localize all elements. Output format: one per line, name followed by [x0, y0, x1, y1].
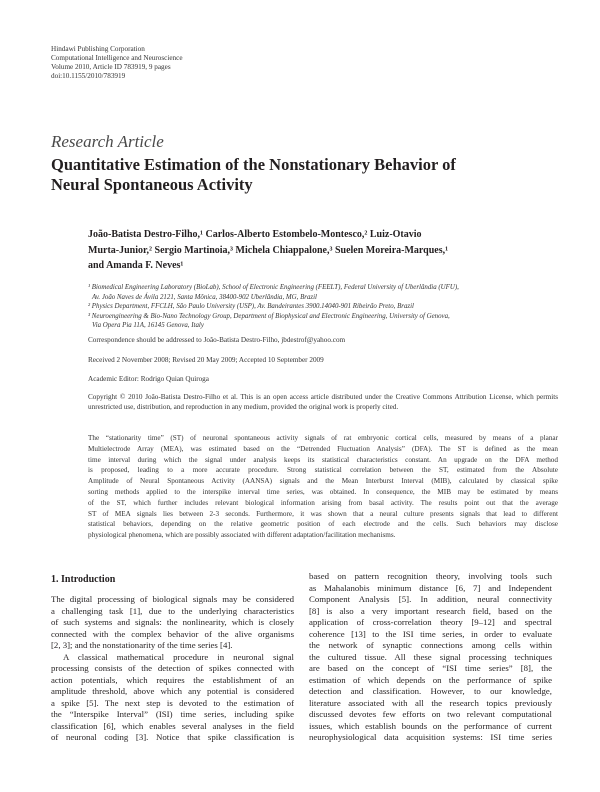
- journal-name: Computational Intelligence and Neuroscience: [51, 54, 183, 62]
- author-line: Murta-Junior,² Sergio Martinoia,³ Michela Chiappalone,³ Suelen Moreira-Marques,¹: [88, 244, 449, 256]
- body-line: action potentials, which requires the establishment of an: [51, 674, 294, 685]
- body-line: Component Analysis [5]. In addition, neural connectivity: [309, 594, 552, 604]
- title-line: Neural Spontaneous Activity: [51, 175, 253, 194]
- body-line: application of cross-correlation theory [9–12] and spectral: [309, 617, 552, 627]
- academic-editor: Academic Editor: Rodrigo Quian Quiroga: [88, 375, 209, 383]
- body-line: connected with the complex behavior of the alive organisms: [51, 628, 294, 639]
- abstract-line: time interval during which the signal under analysis keeps its statistical characteristics constant. An upgrade on the DFA method: [88, 455, 558, 464]
- body-line: the network of synaptic connections among cells within: [309, 640, 552, 650]
- body-line: a challenging task [1], due to the underlying characteristics: [51, 605, 294, 616]
- body-line: are based on the concept of “ISI time series” [8], the: [309, 663, 552, 673]
- abstract-line: is proposed, leading to a more accurate procedure. Strong statistical correlation between the ST, estimated from the Absolute: [88, 466, 558, 475]
- affiliation-line: ¹ Biomedical Engineering Laboratory (BioLab), School of Electronic Engineering (FEELT), Federal University of Uberlândia (UFU),: [88, 284, 459, 291]
- affiliation-line: ³ Neuroengineering & Bio-Nano Technology Group, Department of Biophysical and Electronic Engineering, University of Genova,: [88, 312, 450, 320]
- paper-title: [51, 155, 531, 195]
- received-dates: Received 2 November 2008; Revised 20 May 2009; Accepted 10 September 2009: [88, 356, 324, 364]
- doi[interactable]: doi:10.1155/2010/783919: [51, 72, 126, 80]
- body-line: issues, which establish bounds on the performance of current: [309, 720, 552, 731]
- body-line: [2, 3]; and the nonstationarity of the time series [4].: [51, 640, 233, 650]
- author-line: and Amanda F. Neves¹: [88, 260, 184, 271]
- body-line: as Mahalanobis minimum distance [6, 7] and Independent: [309, 582, 552, 593]
- author-line: João-Batista Destro-Filho,¹ Carlos-Alberto Estombelo-Montesco,² Luiz-Otavio: [88, 229, 422, 240]
- body-line: based on pattern recognition theory, involving tools such: [309, 571, 552, 581]
- body-line: neurophysiological data acquisition systems: ISI time series: [309, 732, 552, 742]
- body-line: detection and classification. However, to our knowledge,: [309, 686, 552, 696]
- body-line: A classical mathematical procedure in neuronal signal: [63, 651, 294, 662]
- volume-info: Volume 2010, Article ID 783919, 9 pages: [51, 63, 171, 71]
- body-line: coherence [13] to the ISI time series, in order to evaluate: [309, 628, 552, 639]
- body-line: [8] is also a very important research field, based on the: [309, 605, 552, 616]
- abstract-line: of the ST, which further includes relevant biological information arising from basal activity. The results point out that the average: [88, 498, 558, 507]
- body-line: of neuronal coding [3]. Notice that spike classification is: [51, 732, 294, 742]
- body-line: a spike [5]. The next step is devoted to the estimation of: [51, 697, 294, 708]
- body-line: the cultured tissue. All these signal processing techniques: [309, 651, 552, 662]
- body-line: the “Interspike Interval” (ISI) time series, including spike: [51, 709, 294, 719]
- title-line: Quantitative Estimation of the Nonstationary Behavior of: [51, 155, 456, 174]
- article-type: Research Article: [51, 132, 164, 151]
- abstract-line: statistical behaviors, depending on the relative geometric position of each electrode and the cells. Such behaviors may disclose: [88, 520, 558, 529]
- section-heading-introduction: 1. Introduction: [51, 574, 116, 585]
- author-list: [88, 227, 558, 274]
- body-line: estimation of which depends on the performance of spike: [309, 674, 552, 685]
- body-line: discussed devotes few efforts on two relevant computational: [309, 709, 552, 719]
- abstract-line: The “stationarity time” (ST) of neuronal spontaneous activity signals of rat embryonic cortical cells, measured by means of a planar: [88, 434, 558, 442]
- affiliations: [88, 283, 558, 331]
- body-line: of such systems and signals: the nonlinearity, which is closely: [51, 617, 294, 627]
- body-line: literature associated with all the research topics previously: [309, 697, 552, 708]
- abstract-line: physiological phenomena, which are possibly associated with different adaptation/facilitation mechanisms.: [88, 531, 396, 540]
- publisher-name: Hindawi Publishing Corporation: [51, 45, 145, 53]
- body-line: The digital processing of biological signals may be considered: [51, 594, 294, 604]
- correspondence-note: Correspondence should be addressed to João-Batista Destro-Filho, jbdestrof@yahoo.com: [88, 336, 346, 344]
- journal-header: [51, 45, 183, 81]
- copyright-notice: Copyright © 2010 João-Batista Destro-Filho et al. This is an open access article distributed under the Creative Commons Attribution License, which permits unrestricted use, distribution, and reproduction in any medium, provided the original work is properly cited.: [88, 393, 558, 412]
- right-column-text: [309, 571, 552, 744]
- abstract-line: Amplitude of Neural Spontaneous Activity (AANSA) signals and the Mean Interburst Interval (MIB), calculated by classical spike: [88, 477, 558, 486]
- body-line: processing consists of the detection of spikes connected with: [51, 663, 294, 673]
- left-column-text: [51, 594, 294, 744]
- body-line: amplitude threshold, above which any potential is considered: [51, 686, 294, 696]
- abstract-line: sorting methods applied to the interspike interval time series, was obtained. In consequence, the MIB may be estimated by means: [88, 487, 558, 496]
- abstract-line: Multielectrode Array (MEA), was estimated based on the “Detrended Fluctuation Analysis” (DFA). The ST is defined as the mean: [88, 444, 558, 453]
- affiliation-line: ² Physics Department, FFCLH, São Paulo University (USP), Av. Bandeirantes 3900.14040-901 Ribeirão Preto, Brazil: [88, 303, 414, 311]
- body-line: classification [6], which enables several analyses in the field: [51, 720, 294, 731]
- abstract: [88, 433, 558, 541]
- affiliation-line: Av. João Naves de Ávila 2121, Santa Mônica, 38400-902 Uberlândia, MG, Brazil: [92, 293, 317, 301]
- affiliation-line: Via Opera Pia 11A, 16145 Genova, Italy: [92, 322, 204, 330]
- abstract-line: ST of MEA signals lies between 2-3 seconds. Furthermore, it was shown that a neural culture presents signals that lead to different: [88, 509, 558, 518]
